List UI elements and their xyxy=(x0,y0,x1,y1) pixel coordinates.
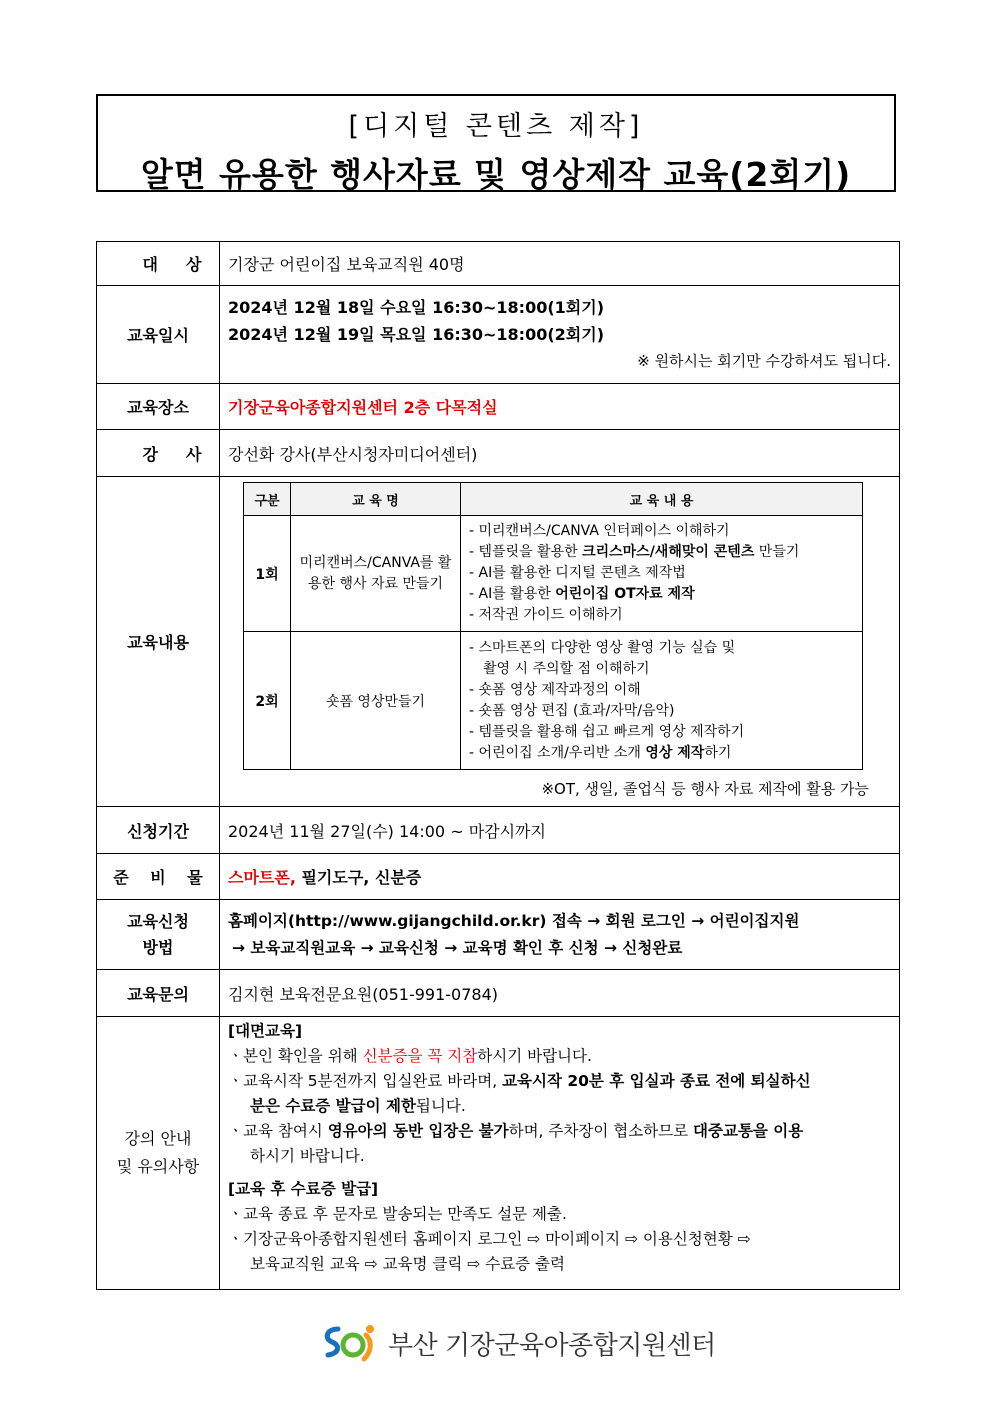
row-inquiry xyxy=(97,970,900,1017)
footer xyxy=(320,1320,716,1366)
row-apply xyxy=(97,900,900,970)
session-row-1 xyxy=(244,516,863,632)
list-item: - 템플릿을 활용한 크리스마스/새해맞이 콘텐츠 만들기 xyxy=(469,544,800,560)
header-content: 교 육 내 용 xyxy=(461,483,863,516)
label-target: 대상 xyxy=(97,242,220,286)
row-supplies xyxy=(97,854,900,900)
apply-line-2: → 보육교직원교육 → 교육신청 → 교육명 확인 후 신청 → 신청완료 xyxy=(232,938,683,957)
label-apply: 교육신청 방법 xyxy=(97,900,220,970)
session-no: 2회 xyxy=(244,632,291,770)
notice-section-1: [대면교육] xyxy=(228,1022,303,1040)
session-no: 1회 xyxy=(244,516,291,632)
notice-item-3: ㆍ교육 참여시 영유아의 동반 입장은 불가하며, 주차장이 협소하므로 대중교통을 이용 xyxy=(228,1122,804,1140)
label-notice: 강의 안내 및 유의사항 xyxy=(97,1017,220,1290)
label-date: 교육일시 xyxy=(97,286,220,384)
content-note: ※OT, 생일, 졸업식 등 행사 자료 제작에 활용 가능 xyxy=(541,780,869,798)
list-item: 촬영 시 주의할 점 이해하기 xyxy=(483,660,650,677)
apply-line-1: 홈페이지(http://www.gijangchild.or.kr) 접속 → 회원 로그인 → 어린이집지원 xyxy=(228,911,800,930)
notice-section-2: [교육 후 수료증 발급] xyxy=(228,1180,379,1198)
value-place: 기장군육아종합지원센터 2층 다목적실 xyxy=(220,384,900,430)
value-lecturer: 강선화 강사(부산시청자미디어센터) xyxy=(220,430,900,477)
list-item: - AI를 활용한 디지털 콘텐츠 제작법 xyxy=(469,565,686,581)
list-item: - 숏폼 영상 제작과정의 이해 xyxy=(469,681,641,698)
value-supplies: 스마트폰, 필기도구, 신분증 xyxy=(220,854,900,900)
title-main: 알면 유용한 행사자료 및 영상제작 교육(2회기) xyxy=(140,155,852,194)
list-item: - 저작권 가이드 이해하기 xyxy=(469,607,623,623)
header-no: 구분 xyxy=(244,483,291,516)
session-row-2 xyxy=(244,632,863,770)
row-place xyxy=(97,384,900,430)
label-place: 교육장소 xyxy=(97,384,220,430)
list-item: - AI를 활용한 어린이집 OT자료 제작 xyxy=(469,586,695,602)
header-name: 교 육 명 xyxy=(291,483,461,516)
certificate-item-1: ㆍ교육 종료 후 문자로 발송되는 만족도 설문 제출. xyxy=(228,1205,567,1223)
label-supplies: 준 비 물 xyxy=(97,854,220,900)
label-content: 교육내용 xyxy=(97,477,220,807)
value-target: 기장군 어린이집 보육교직원 40명 xyxy=(220,242,900,286)
notice-item-2: ㆍ교육시작 5분전까지 입실완료 바라며, 교육시작 20분 후 입실과 종료 전에 퇴실하신 xyxy=(228,1072,811,1090)
certificate-item-2: ㆍ기장군육아종합지원센터 홈페이지 로그인 ⇨ 마이페이지 ⇨ 이용신청현황 ⇨ xyxy=(228,1230,751,1248)
session-items xyxy=(461,516,863,632)
curriculum-table xyxy=(243,482,863,770)
info-table xyxy=(96,241,900,1290)
notice-item-1: ㆍ본인 확인을 위해 신분증을 꼭 지참하시기 바랍니다. xyxy=(228,1047,592,1065)
label-period: 신청기간 xyxy=(97,807,220,854)
label-inquiry: 교육문의 xyxy=(97,970,220,1017)
list-item: - 템플릿을 활용해 쉽고 빠르게 영상 제작하기 xyxy=(469,723,745,740)
row-content xyxy=(97,477,900,807)
date-line-1: 2024년 12월 18일 수요일 16:30~18:00(1회기) xyxy=(228,298,605,317)
row-target xyxy=(97,242,900,286)
date-line-2: 2024년 12월 19일 목요일 16:30~18:00(2회기) xyxy=(228,325,605,344)
list-item: - 숏폼 영상 편집 (효과/자막/음악) xyxy=(469,702,675,719)
title-box xyxy=(96,94,896,192)
session-name: 숏폼 영상만들기 xyxy=(291,632,461,770)
center-logo-icon xyxy=(320,1321,380,1365)
row-notice: 강의 안내 및 유의사항 [대면교육] ㆍ본인 확인을 위해 신분증을 꼭 지참하시기 바랍니다. ㆍ교육시작 5분전까지 입실완료 바라며, 교육시작 20분 후 입실과 종료 전에 퇴실하신 분은 수료증 발급이 제한됩니다. ㆍ교육 참여시 영유아의 동반 입장은 불가하며, 주차장이 협소하므로 대중교통을 이용 하시기 바랍니다. [교육 후 수료증 발급] ㆍ교육 종료 후 문자로 발송되는 만족도 설문 제출. ㆍ기장군육아종합지원센터 홈페이지 로그인 ⇨ 마이페이지 ⇨ 이용신청현황 ⇨ 보육교직원 교육 ⇨ 교육명 클릭 ⇨ 수료증 출력 xyxy=(97,1017,900,1290)
value-period: 2024년 11월 27일(수) 14:00 ~ 마감시까지 xyxy=(220,807,900,854)
value-inquiry: 김지현 보육전문요원(051-991-0784) xyxy=(220,970,900,1017)
row-date xyxy=(97,286,900,384)
list-item: - 스마트폰의 다양한 영상 촬영 기능 실습 및 xyxy=(469,639,736,656)
row-period xyxy=(97,807,900,854)
title-subtitle: [디지털 콘텐츠 제작] xyxy=(348,111,644,142)
list-item: - 어린이집 소개/우리반 소개 영상 제작하기 xyxy=(469,744,732,761)
footer-org-name: 부산 기장군육아종합지원센터 xyxy=(388,1330,716,1361)
session-name: 미리캔버스/CANVA를 활용한 행사 자료 만들기 xyxy=(291,516,461,632)
label-lecturer: 강사 xyxy=(97,430,220,477)
date-note: ※ 원하시는 회기만 수강하셔도 됩니다. xyxy=(637,352,891,370)
list-item: - 미리캔버스/CANVA 인터페이스 이해하기 xyxy=(469,523,730,539)
session-items xyxy=(461,632,863,770)
row-lecturer xyxy=(97,430,900,477)
